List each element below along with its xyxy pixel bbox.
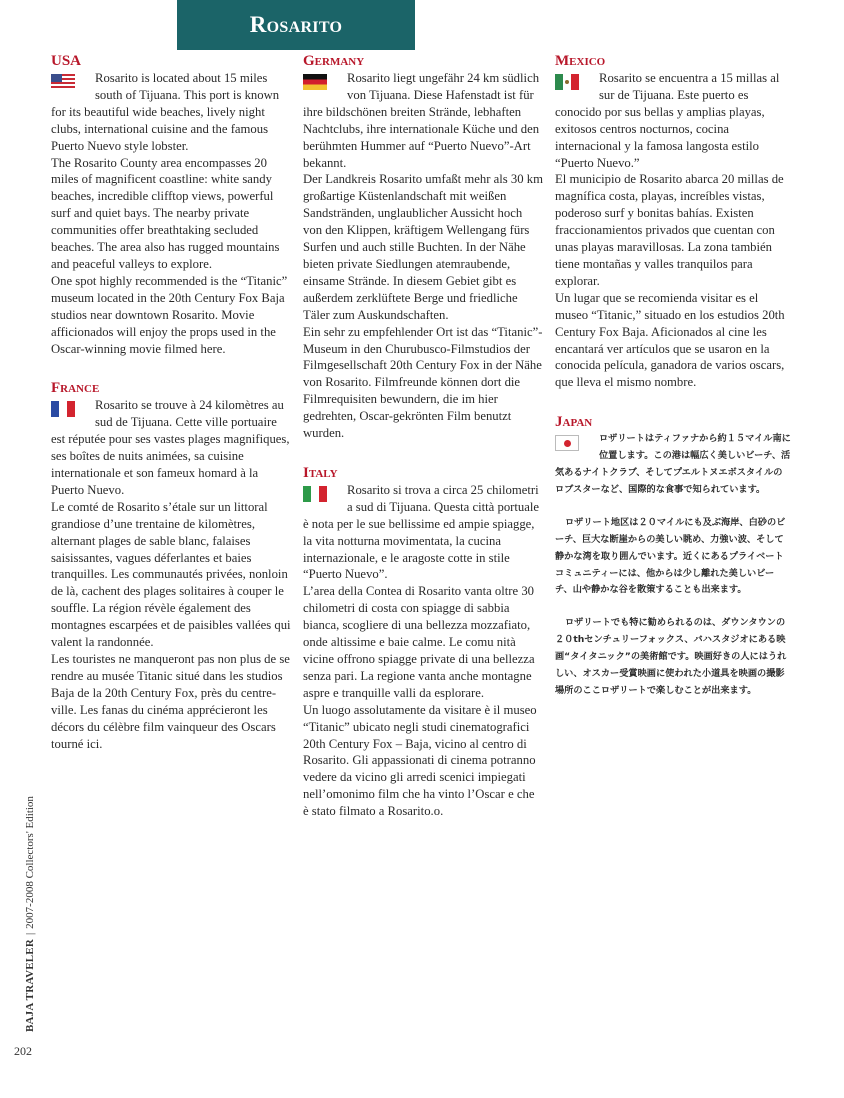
edition-sidebar: BAJA TRAVELER|2007-2008 Collectors' Edition xyxy=(24,796,36,1032)
usa-paragraph-1: Rosarito is located about 15 miles south of Tijuana. This port is known for its beautiful wide beaches, lively night clubs, international cuisine and the famous Puerto Nuevo style lobster. xyxy=(51,71,280,153)
germany-paragraph-2: Der Landkreis Rosarito umfaßt mehr als 30 km großartige Küstenlandschaft mit weißen Sandstränden, unglaublicher Aussicht hoch von den Klippen, kräftigem Wellengang fürs Surfen und auch stille Buchten. In der Nähe bieten private Siedlungen atemraubende, einsame Strände. In diesem Gebiet gibt es außerdem zerklüftete Berge und friedliche Täler zum Auskundschaften. xyxy=(303,172,543,322)
sidebar-brand: BAJA TRAVELER xyxy=(24,939,36,1032)
germany-paragraph-3: Ein sehr zu empfehlender Ort ist das “Titanic”-Museum in den Churubusco-Filmstudios der Filmgesellschaft 20th Century Fox in der Nähe von Rosarito. Filmfreunde können dort die Filmrequisiten bewundern, die im hier gedrehten, Oscar-gekrönten Film benutzt wurden. xyxy=(303,324,543,441)
japan-paragraph-2: ロザリート地区は２０マイルにも及ぶ海岸、白砂のビーチ、巨大な断崖からの美しい眺め、力強い波、そして静かな湾を取り囲んでいます。近くにあるプライベートコミュニティーには、他からは少し離れた美しいビーチ、山や静かな谷を散策することも出来ます。 xyxy=(555,516,786,596)
section-heading-mexico: Mexico xyxy=(555,53,606,69)
section-japan xyxy=(555,413,791,700)
japan-flag-icon xyxy=(555,435,579,451)
mexico-flag-icon xyxy=(555,74,579,90)
sidebar-edition: 2007-2008 Collectors' Edition xyxy=(24,796,36,929)
usa-paragraph-2: The Rosarito County area encompasses 20 miles of magnificent coastline: white sandy beaches, incredible clifftop views, powerful surf and quiet bays. The nearby private communities offer breathtaking secluded beaches. The area also has rugged mountains and peaceful valleys to explore. xyxy=(51,155,280,271)
italy-paragraph-2: L’area della Contea di Rosarito vanta oltre 30 chilometri di costa con spiagge di sabbia bianca, scogliere di una bellezza mozzafiato, onde altissime e baie calme. Le comu nità vicine offrono spiagge private di una bellezza senza pari. La regione vanta anche montagne aspre e tranquille valli da esplorare. xyxy=(303,584,535,700)
japan-paragraph-1: ロザリートはティファナから約１５マイル南に位置します。この港は幅広く美しいビーチ、活気あるナイトクラブ、そしてプエルトヌエボスタイルのロブスターなど、国際的な食事で知られています。 xyxy=(555,433,791,495)
section-usa xyxy=(51,52,291,357)
page-title: Rosarito xyxy=(177,0,415,50)
france-flag-icon xyxy=(51,401,75,417)
mexico-paragraph-2: El municipio de Rosarito abarca 20 millas de magnífica costa, playas, increíbles vistas, poderoso surf y bonitas bahías. Existen fraccionamientos privados que cuentan con unas playas maravillosas. La zona también tiene montañas y valles tranquilos para explorar. xyxy=(555,172,784,288)
column-middle xyxy=(303,52,543,836)
mexico-paragraph-3: Un lugar que se recomienda visitar es el museo “Titanic,” situado en los estudios 20th Century Fox Baja. Aficionados al cine les encantará ver artículos que se usaron en la conocida película, ganadora de varios oscars, que lleva el mismo nombre. xyxy=(555,290,785,390)
france-paragraph-3: Les touristes ne manqueront pas non plus de se rendre au musée Titanic situé dans les studios Baja de la 20th Century Fox, près du centre-ville. Les fanas du cinéma apprécieront les décors du célèbre film vainqueur des Oscars tourné ici. xyxy=(51,652,290,751)
section-heading-japan: Japan xyxy=(555,414,593,431)
section-heading-france: France xyxy=(51,380,100,397)
section-mexico xyxy=(555,52,791,391)
section-heading-italy: Italy xyxy=(303,464,338,481)
usa-paragraph-3: One spot highly recommended is the “Titanic” museum located in the 20th Century Fox Baja studios near downtown Rosarito. Movie afficionados will enjoy the props used in the Oscar-winning movie filmed here. xyxy=(51,273,288,356)
italy-paragraph-3: Un luogo assolutamente da visitare è il museo “Titanic” ubicato negli studi cinematografici 20th Century Fox – Baja, vicino al centro di Rosarito. Gli appassionati di cinema potranno vedere da vicino gli arredi scenici impiegati nell’omonimo film che ha vinto l’Oscar e che è stato filmato a Rosarito.o. xyxy=(303,702,537,819)
france-paragraph-2: Le comté de Rosarito s’étale sur un littoral grandiose d’une trentaine de kilomètres, alternant plages de sable blanc, falaises saisissantes, vagues déferlantes et baies tranquilles. Les communautés privées, nonloin de là, cachent des plages solitaires à couper le souffle. La région révèle également des montagnes escarpées et de paisibles vallées qui valent la randonnée. xyxy=(51,499,291,650)
section-france xyxy=(51,379,291,752)
column-right xyxy=(555,52,791,716)
section-heading-germany: Germany xyxy=(303,53,365,69)
us-flag-icon xyxy=(51,74,75,90)
japan-paragraph-3: ロザリートでも特に勧められるのは、ダウンタウンの２０thセンチュリーフォックス、バハスタジオにある映画“タイタニック”の美術館です。映画好きの人にはうれしい、オスカー受賞映画に使われた小道具を映画の撮影場所のここロザリートで楽しむことが出来ます。 xyxy=(555,617,787,696)
section-italy xyxy=(303,464,543,820)
germany-paragraph-1: Rosarito liegt ungefähr 24 km südlich von Tijuana. Diese Hafenstadt ist für ihre bildschönen breiten Strände, lebhaften Nachtclubs, ihre internationale Küche und den berühmten Hummer auf “Puerto Nuevo”-Art bekannt. xyxy=(303,71,540,170)
italy-flag-icon xyxy=(303,486,327,502)
germany-flag-icon xyxy=(303,74,327,90)
page-number: 202 xyxy=(14,1044,32,1058)
section-germany xyxy=(303,52,543,442)
france-paragraph-1: Rosarito se trouve à 24 kilomètres au sud de Tijuana. Cette ville portuaire est réputée pour ses vastes plages magnifiques, ses boîtes de nuits animées, sa cuisine internationale et son fameux homard à la Puerto Nuevo. xyxy=(51,398,290,497)
mexico-paragraph-1: Rosarito se encuentra a 15 millas al sur de Tijuana. Este puerto es conocido por sus bellas y amplias playas, exitosos centros nocturnos, cocina internacional y la famosa langosta estilo “Puerto Nuevo.” xyxy=(555,71,780,170)
section-heading-usa: USA xyxy=(51,53,82,69)
column-left xyxy=(51,52,291,768)
italy-paragraph-1: Rosarito si trova a circa 25 chilometri a sud di Tijuana. Questa città portuale è nota per le sue bellissime ed ampie spiagge, la vita notturna movimentata, la cucina internazionale, e le aragoste cotte in stile “Puerto Nuevo”. xyxy=(303,482,540,582)
